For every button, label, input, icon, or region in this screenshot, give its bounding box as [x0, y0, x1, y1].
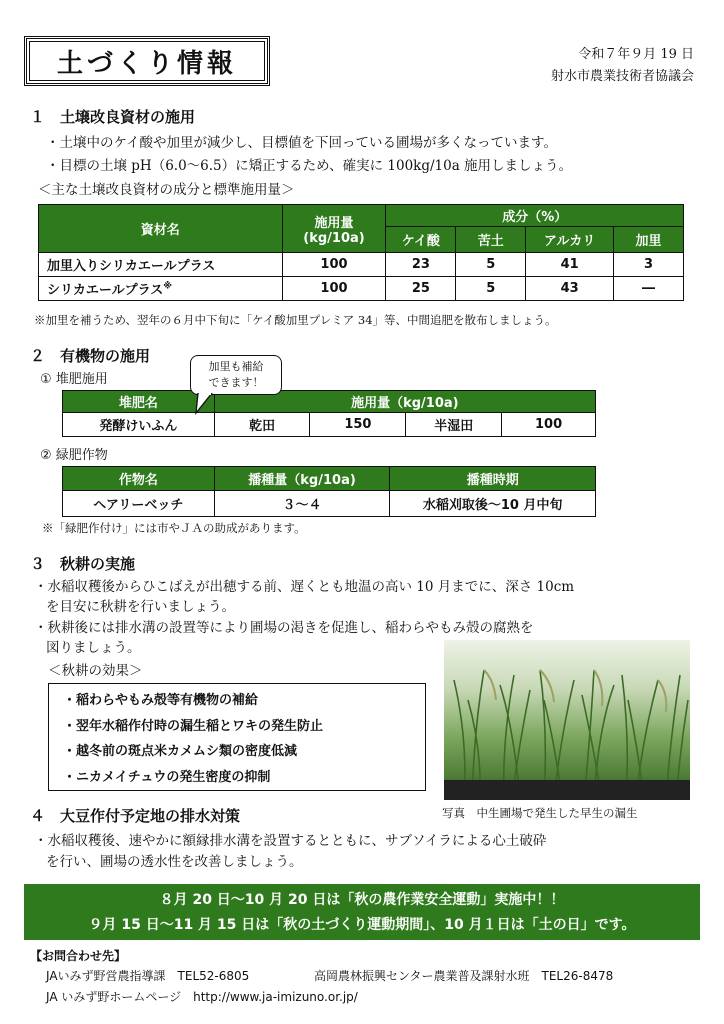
issue-date: 令和７年９月 19 日 — [578, 47, 694, 62]
speech-bubble: 加里も補給 できます！ — [190, 355, 282, 395]
section4-title: 大豆作付予定地の排水対策 — [60, 807, 241, 825]
section3-bullet-2a: ・秋耕後には排水溝の設置等により圃場の渇きを促進し、稲わらやもみ殻の腐熟を — [34, 620, 534, 636]
section3-bullet-1b: を目安に秋耕を行いましょう。 — [46, 599, 235, 615]
col-magnesia: 苦土 — [456, 227, 526, 253]
compost-table — [62, 390, 596, 437]
list-item: ・ニカメイチュウの発生密度の抑制 — [63, 769, 271, 785]
section3-heading — [30, 553, 135, 574]
table-row: シリカエールプラス※ 100 25 5 43 ― — [39, 277, 684, 301]
contact-center: 高岡農林振興センター農業普及課射水班 TEL26-8478 — [314, 969, 614, 983]
page-title: 土づくり情報 — [56, 48, 237, 79]
section2-number: ２ — [30, 347, 46, 365]
table-row: ヘアリーベッチ ３～４ 水稲刈取後～10 月中旬 — [63, 491, 596, 517]
section2-note: ※「緑肥作付け」には市やＪＡの助成があります。 — [42, 521, 306, 535]
col-time: 播種時期 — [390, 467, 596, 491]
col-material: 資材名 — [39, 205, 283, 253]
section3-bullet-1a: ・水稲収穫後からひこばえが出穂する前、遅くとも地温の高い 10 月までに、深さ 10cm — [34, 579, 575, 595]
col-potassium: 加里 — [614, 227, 684, 253]
col-components: 成分（%） — [386, 205, 684, 227]
list-item: ・稲わらやもみ殻等有機物の補給 — [63, 693, 259, 708]
col-crop: 作物名 — [63, 467, 215, 491]
section1-title: 土壌改良資材の施用 — [60, 108, 196, 126]
rice-plants-illustration — [444, 640, 690, 800]
compost-subheading: ① 堆肥施用 — [40, 372, 108, 387]
section1-number: １ — [30, 108, 46, 126]
section4-number: ４ — [30, 807, 46, 825]
banner-line-2: ９月 15 日～11 月 15 日は「秋の土づくり運動期間」、10 月１日は「土の日」です。 — [88, 917, 636, 933]
section1-heading — [30, 106, 195, 127]
photo-caption: 写真 中生圃場で発生した早生の漏生 — [442, 806, 638, 820]
green-manure-subheading: ② 緑肥作物 — [40, 448, 108, 463]
section3-number: ３ — [30, 555, 46, 573]
col-alkali: アルカリ — [526, 227, 614, 253]
list-item: ・越冬前の斑点米カメムシ類の密度低減 — [63, 744, 298, 759]
col-compost-name: 堆肥名 — [63, 391, 215, 413]
effects-caption: ＜秋耕の効果＞ — [48, 663, 143, 679]
section1-table-caption: ＜主な土壌改良資材の成分と標準施用量＞ — [38, 182, 295, 198]
contact-heading: 【お問合わせ先】 — [30, 949, 127, 963]
banner-line-1: ８月 20 日～10 月 20 日は「秋の農作業安全運動」実施中！！ — [159, 892, 565, 908]
section1-note: ※加里を補うため、翌年の６月中下旬に「ケイ酸加里プレミア 34」等、中間追肥を散布しましょう。 — [34, 313, 557, 327]
header-meta — [551, 44, 694, 88]
table-row: 加里入りシリカエールプラス 100 23 5 41 3 — [39, 253, 684, 277]
rice-field-photo — [444, 640, 690, 800]
campaign-banner — [24, 884, 700, 940]
section1-bullet-2: ・目標の土壌 pH（6.0～6.5）に矯正するため、確実に 100kg/10a 施用しましょう。 — [46, 158, 573, 174]
table-row: 発酵けいふん 乾田 150 半湿田 100 — [63, 413, 596, 437]
col-amount: 播種量（kg/10a) — [214, 467, 390, 491]
section2-title: 有機物の施用 — [60, 347, 151, 365]
section4-heading — [30, 805, 240, 826]
soil-amendment-table — [38, 204, 684, 301]
col-compost-rate: 施用量（kg/10a) — [214, 391, 595, 413]
section4-bullet-a: ・水稲収穫後、速やかに額縁排水溝を設置するとともに、サブソイラによる心土破砕 — [34, 833, 547, 849]
col-silicate: ケイ酸 — [386, 227, 456, 253]
section1-bullet-1: ・土壌中のケイ酸や加里が減少し、目標値を下回っている圃場が多くなっています。 — [46, 135, 557, 151]
list-item: ・翌年水稲作付時の漏生稲とワキの発生防止 — [63, 718, 324, 734]
section3-bullet-2b: 図りましょう。 — [46, 640, 141, 656]
section4-bullet-b: を行い、圃場の透水性を改善しましょう。 — [46, 854, 303, 870]
section2-heading — [30, 345, 150, 366]
effects-box — [48, 683, 426, 791]
speech-bubble-tail — [194, 393, 218, 415]
page-title-box — [24, 36, 270, 86]
issuer: 射水市農業技術者協議会 — [550, 69, 694, 84]
contact-ja: JAいみず野営農指導課 TEL52-6805 — [46, 969, 250, 983]
website-link[interactable]: JA いみず野ホームページ http://www.ja-imizuno.or.jp/ — [46, 990, 358, 1004]
col-rate: 施用量 (kg/10a) — [282, 205, 386, 253]
section3-title: 秋耕の実施 — [60, 555, 136, 573]
green-manure-table — [62, 466, 596, 517]
